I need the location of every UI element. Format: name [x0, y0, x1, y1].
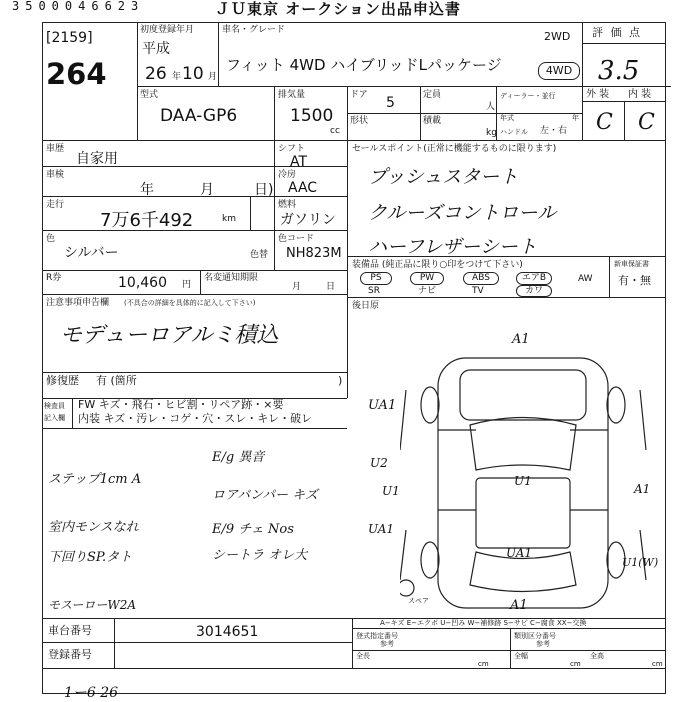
body-color: シルバー [64, 245, 119, 261]
sales-point-3: ハーフレザーシート [368, 236, 537, 258]
score-label: 評 価 点 [592, 26, 642, 39]
interior-score: C [638, 110, 655, 135]
vehicle-name: フィット 4WD ハイブリッドLパッケージ [226, 56, 502, 74]
handle-side: 左・右 [540, 126, 568, 136]
model-label: 型式 [140, 90, 159, 100]
usage-history: 自家用 [76, 151, 118, 167]
equip-tv: TV [472, 286, 484, 296]
sales-point-1: プッシュスタート [368, 166, 519, 188]
damage-mark: UA1 [368, 398, 397, 413]
notes-handwritten: モデューロアルミ積込 [60, 323, 279, 348]
equip-sr: SR [368, 286, 380, 296]
handnote-right-1: E/g 異音 [212, 450, 265, 465]
equip-aw: AW [578, 274, 593, 284]
damage-mark: U1(W) [622, 556, 659, 569]
handnote-left-2: 室内モンスなれ [48, 520, 139, 535]
air-conditioning: AAC [288, 180, 318, 196]
color-code: NH823M [286, 246, 342, 261]
equip-abs: ABS [463, 272, 499, 285]
first-registration-label: 初度登録年月 [140, 25, 195, 35]
handnote-right-4: シートラ オレ大 [212, 548, 308, 563]
damage-mark: U1 [382, 484, 400, 498]
warranty-card: 有・無 [618, 274, 651, 287]
displacement: 1500 [290, 106, 334, 126]
damage-mark: A1 [510, 598, 528, 613]
mileage: 7万6千492 [100, 210, 194, 231]
handnote-right-2: ロアバンパー キズ [212, 488, 318, 503]
shift: AT [290, 154, 308, 170]
doors: 5 [386, 95, 395, 111]
barcode-number: 3500046623 [12, 0, 145, 13]
damage-mark: UA1 [506, 546, 533, 560]
equip-leather: カワ [516, 285, 552, 297]
sales-point-2: クルーズコントロール [368, 202, 557, 224]
document-title: ＪＵ東京 オークション出品申込書 [215, 0, 461, 18]
registration-year: 26 [145, 64, 167, 84]
bottom-scrawl: 1ー6 26 [64, 685, 119, 701]
equip-navi: ナビ [418, 286, 437, 296]
recycle-fee: 10,460 [118, 275, 167, 291]
handnote-left-4: モスーローW2A [48, 598, 137, 612]
equip-airbag: エアB [516, 272, 552, 285]
interior-row: 内装 キズ・汚レ・コゲ・穴・スレ・キレ・破レ [78, 412, 313, 425]
equip-ps: PS [360, 272, 392, 285]
damage-mark: U2 [370, 456, 388, 470]
damage-mark: U1 [514, 474, 532, 488]
chassis-number: 3014651 [196, 624, 259, 640]
era: 平成 [142, 41, 170, 57]
fw-row: FW キズ・飛石・ヒビ割・リペア跡・×要 [78, 398, 284, 411]
drive-2wd: 2WD [544, 30, 571, 43]
handnote-right-3: E/9 チェ Nos [212, 522, 294, 537]
handnote-left-1: ステップ1cm A [48, 472, 142, 487]
overall-score: 3.5 [598, 56, 640, 86]
diagram-legend: A−キズ E−エクボ U−凹み W−補修跡 S−サビ C−腐食 XX−交換 [380, 619, 587, 627]
exterior-score: C [596, 110, 613, 135]
registration-month: 10 [182, 64, 204, 84]
repair-history: 有 (箇所 [96, 374, 137, 387]
equip-pw: PW [410, 272, 444, 285]
drive-4wd-circled: 4WD [538, 62, 580, 80]
lot-number: 264 [46, 57, 107, 91]
model-code: DAA-GP6 [160, 106, 238, 126]
damage-mark: A1 [512, 332, 530, 347]
fuel: ガソリン [280, 212, 336, 228]
vehicle-name-label: 車名・グレード [222, 25, 286, 35]
damage-mark: A1 [634, 482, 651, 496]
entry-code: [2159] [46, 30, 93, 46]
damage-mark: UA1 [368, 522, 395, 536]
handnote-left-3: 下回りSP.タト [48, 550, 133, 565]
